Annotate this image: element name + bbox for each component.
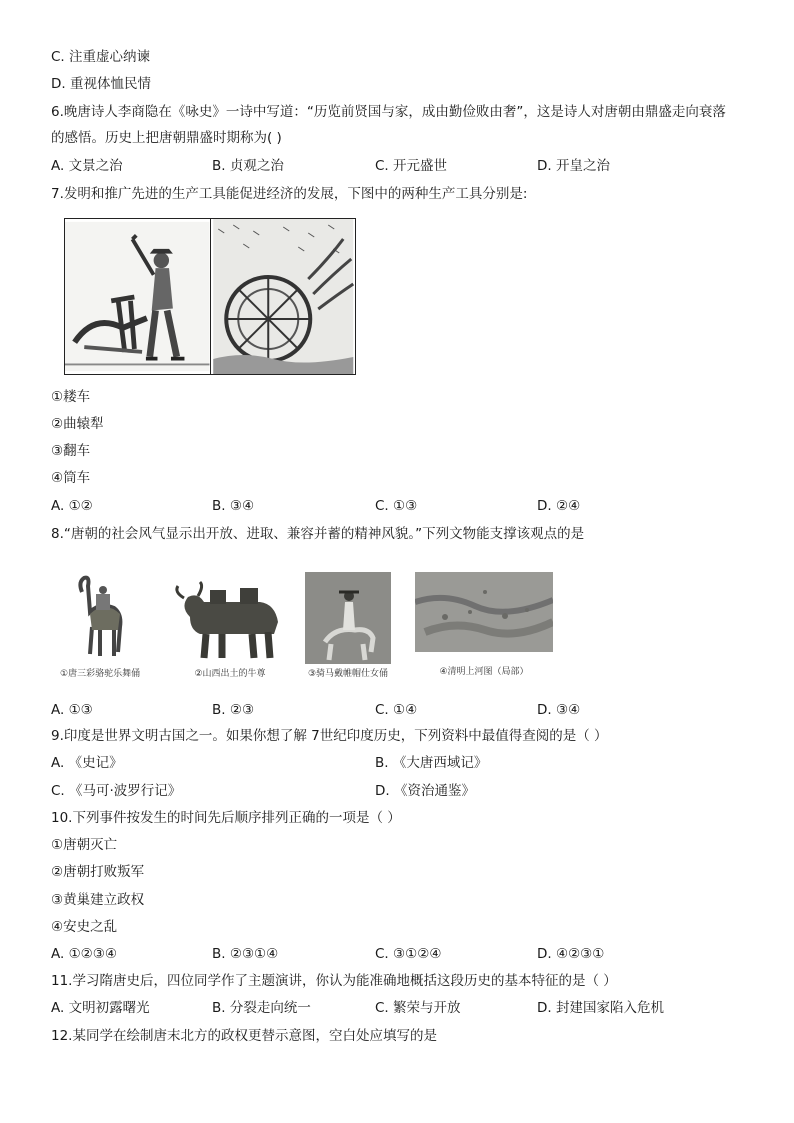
q8-option-a: A. ①③: [51, 702, 93, 718]
relic-caption-3: ③骑马戴帷帽仕女俑: [307, 669, 389, 679]
q10-stem: 10.下列事件按发生的时间先后顺序排列正确的一项是（ ）: [51, 810, 401, 826]
waterwheel-illustration: [210, 219, 356, 374]
q10-option-b: B. ②③①④: [212, 946, 279, 962]
q11-stem: 11.学习隋唐史后，四位同学作了主题演讲，你认为能准确地概括这段历史的基本特征的是（ ）: [51, 973, 617, 989]
q7-option-b: B. ③④: [212, 498, 255, 514]
plow-illustration: [65, 219, 210, 374]
q10-option-c: C. ③①②④: [375, 946, 442, 962]
relic-horse-rider: [302, 572, 394, 679]
q7-item-4: ④筒车: [51, 470, 91, 486]
q11-option-c: C. 繁荣与开放: [375, 1000, 461, 1016]
q8-option-c: C. ①④: [375, 702, 418, 718]
relic-caption-2: ②山西出土的牛尊: [194, 669, 266, 679]
relic-qingming-painting: [414, 572, 554, 677]
q6-option-c: C. 开元盛世: [375, 158, 448, 174]
q9-option-a: A. 《史记》: [51, 755, 123, 771]
q11-option-d: D. 封建国家陷入危机: [537, 1000, 664, 1016]
q6-option-b: B. 贞观之治: [212, 158, 284, 174]
q9-option-c: C. 《马可·波罗行记》: [51, 783, 182, 799]
q7-stem: 7.发明和推广先进的生产工具能促进经济的发展，下图中的两种生产工具分别是:: [51, 186, 528, 202]
q11-option-b: B. 分裂走向统一: [212, 1000, 311, 1016]
q12-stem: 12.某同学在绘制唐末北方的政权更替示意图，空白处应填写的是: [51, 1028, 437, 1044]
q7-item-2: ②曲辕犁: [51, 416, 104, 432]
q8-option-b: B. ②③: [212, 702, 255, 718]
q5-option-d: D. 重视体恤民情: [51, 76, 151, 92]
relic-ox-zun: [168, 572, 292, 679]
q8-option-d: D. ③④: [537, 702, 581, 718]
q10-item-2: ②唐朝打败叛军: [51, 864, 145, 880]
q10-item-1: ①唐朝灭亡: [51, 837, 118, 853]
q11-option-a: A. 文明初露曙光: [51, 1000, 150, 1016]
q7-option-c: C. ①③: [375, 498, 418, 514]
q10-item-4: ④安史之乱: [51, 919, 118, 935]
q8-stem: 8.“唐朝的社会风气显示出开放、进取、兼容并蓄的精神风貌。”下列文物能支撑该观点的是: [51, 526, 585, 542]
q9-stem: 9.印度是世界文明古国之一。如果你想了解 7世纪印度历史，下列资料中最值得查阅的是（ ）: [51, 728, 608, 744]
q7-option-a: A. ①②: [51, 498, 93, 514]
q9-option-b: B. 《大唐西域记》: [375, 755, 488, 771]
q7-item-3: ③翻车: [51, 443, 91, 459]
q10-option-d: D. ④②③①: [537, 946, 605, 962]
q6-option-d: D. 开皇之治: [537, 158, 610, 174]
q7-item-1: ①耧车: [51, 389, 91, 405]
q5-option-c: C. 注重虚心纳谏: [51, 49, 151, 65]
q9-option-d: D. 《资治通鉴》: [375, 783, 475, 799]
relic-camel-figurine: [60, 572, 140, 679]
relic-caption-1: ①唐三彩骆驼乐舞俑: [60, 669, 141, 679]
q6-stem-line1: 6.晚唐诗人李商隐在《咏史》一诗中写道：“历览前贤国与家，成由勤俭败由奢”，这是诗人对唐朝由鼎盛走向衰落: [51, 104, 726, 120]
q10-option-a: A. ①②③④: [51, 946, 117, 962]
q6-option-a: A. 文景之治: [51, 158, 123, 174]
q7-option-d: D. ②④: [537, 498, 581, 514]
q6-stem-line2: 的感悟。历史上把唐朝鼎盛时期称为( ): [51, 130, 282, 146]
q7-tools-figure: [64, 218, 356, 375]
q10-item-3: ③黄巢建立政权: [51, 892, 145, 908]
relic-caption-4: ④清明上河图（局部）: [439, 667, 529, 677]
